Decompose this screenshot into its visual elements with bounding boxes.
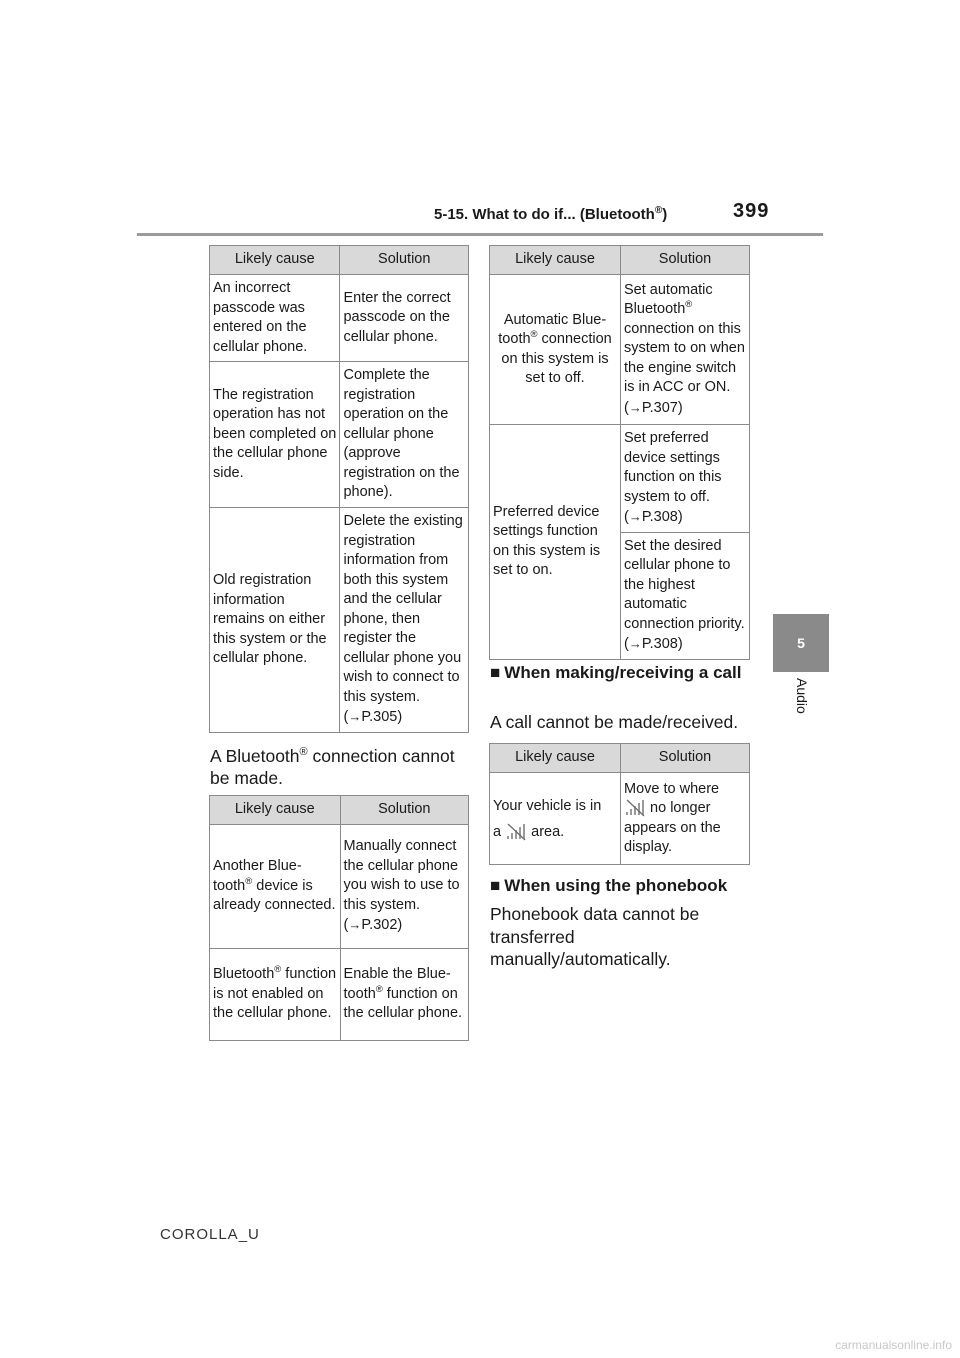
phonebook-text: Phonebook data cannot be transferred manually/automatically.	[490, 904, 700, 969]
call-text: A call cannot be made/received.	[490, 712, 739, 732]
table-cell: Set automatic Bluetooth® connection on this system to on when the engine switch is in ACC or ON. (→P.307)	[621, 275, 750, 425]
auto-connection-table	[489, 245, 750, 660]
table-cell: Enable the Blue- tooth® function on the cellular phone.	[340, 949, 468, 1041]
call-table	[489, 743, 750, 865]
table-cell: The registration operation has not been completed on the cellular phone side.	[210, 362, 340, 508]
arrow-icon: →	[628, 399, 642, 415]
header-solution: Solution	[621, 246, 750, 275]
bullet-icon: ■	[490, 663, 501, 682]
header-solution: Solution	[340, 246, 469, 275]
header-likely-cause: Likely cause	[210, 246, 340, 275]
table-cell: Preferred device settings function on this system is set to on.	[490, 425, 621, 660]
table-cell: An incorrect passcode was entered on the cellular phone.	[210, 275, 340, 362]
section-title: 5-15. What to do if... (Bluetooth®)	[434, 205, 668, 223]
page-ref-link[interactable]: P.307	[641, 399, 678, 416]
table-cell: Delete the existing registration information from both this system and the cellular phone, then register the cellular phone you wish to connect to this system. (→P.305)	[340, 508, 469, 733]
table-cell: Automatic Blue- tooth® connection on this system is set to off.	[490, 275, 621, 425]
arrow-icon: →	[628, 636, 642, 651]
page-ref-link[interactable]: P.308	[641, 636, 678, 652]
header-divider	[137, 233, 823, 236]
header-likely-cause: Likely cause	[210, 796, 341, 825]
table-cell: Old registration information remains on either this system or the cellular phone.	[210, 508, 340, 733]
passcode-table	[209, 245, 469, 733]
chapter-tab[interactable]: 5	[773, 614, 829, 672]
table-cell: Enter the correct passcode on the cellular phone.	[340, 275, 469, 362]
arrow-icon: →	[348, 917, 362, 933]
table-cell: Manually connect the cellular phone you wish to use to this system. (→P.302)	[340, 825, 468, 949]
chapter-label: Audio	[794, 678, 810, 714]
table-cell: Complete the registration operation on the cellular phone (approve registration on the phone).	[340, 362, 469, 508]
table-cell: Another Blue- tooth® device is already connected.	[210, 825, 341, 949]
header-solution: Solution	[621, 744, 750, 773]
phonebook-section-heading: ■ When using the phonebook	[490, 875, 752, 898]
watermark: carmanualsonline.info	[835, 1338, 952, 1352]
table-cell: Bluetooth® function is not enabled on the cellular phone.	[210, 949, 341, 1041]
table-cell: Set the desired cellular phone to the highest automatic connection priority. (→P.308)	[621, 532, 750, 659]
header-likely-cause: Likely cause	[490, 246, 621, 275]
no-signal-icon	[505, 823, 527, 841]
bullet-icon: ■	[490, 876, 501, 895]
bt-connection-table	[209, 795, 469, 1041]
page-ref-link[interactable]: P.308	[641, 509, 678, 525]
page-number: 399	[733, 200, 770, 222]
page-ref-link[interactable]: P.305	[361, 709, 398, 725]
page-ref-link[interactable]: P.302	[361, 917, 398, 934]
no-signal-icon	[624, 799, 646, 817]
model-code: COROLLA_U	[160, 1226, 260, 1243]
bt-connection-text: A Bluetooth® connection cannot be made.	[210, 745, 455, 789]
header-solution: Solution	[340, 796, 468, 825]
table-cell: Move to where no longer appears on the display.	[621, 773, 750, 865]
arrow-icon: →	[348, 709, 362, 724]
call-section-heading: ■ When making/receiving a call	[490, 662, 752, 685]
header-likely-cause: Likely cause	[490, 744, 621, 773]
table-cell: Set preferred device settings function on this system to off. (→P.308)	[621, 425, 750, 533]
table-cell: Your vehicle is in a area.	[490, 773, 621, 865]
arrow-icon: →	[628, 509, 642, 524]
